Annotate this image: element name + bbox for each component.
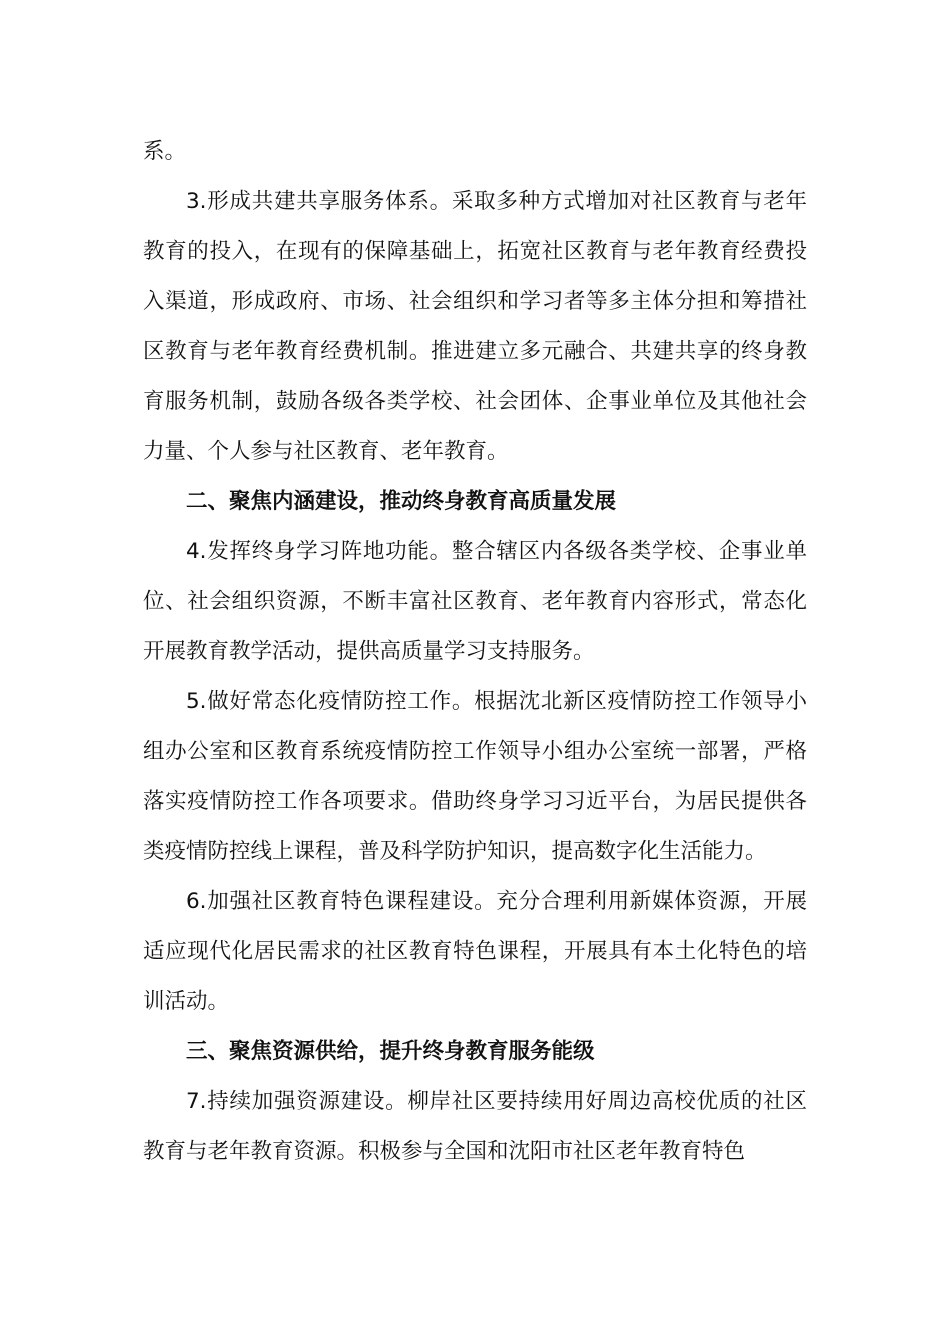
paragraph-item-6: 6.加强社区教育特色课程建设。充分合理利用新媒体资源，开展适应现代化居民需求的社区教育特色课程，开展具有本土化特色的培训活动。 xyxy=(143,889,807,1014)
document-body xyxy=(143,127,807,1177)
paragraph-item-4: 4.发挥终身学习阵地功能。整合辖区内各级各类学校、企事业单位、社会组织资源，不断丰富社区教育、老年教育内容形式，常态化开展教育教学活动，提供高质量学习支持服务。 xyxy=(143,539,807,664)
paragraph-item-5: 5.做好常态化疫情防控工作。根据沈北新区疫情防控工作领导小组办公室和区教育系统疫情防控工作领导小组办公室统一部署，严格落实疫情防控工作各项要求。借助终身学习习近平台，为居民提供各类疫情防控线上课程，普及科学防护知识，提高数字化生活能力。 xyxy=(143,689,807,864)
paragraph-continuation: 系。 xyxy=(143,139,187,164)
paragraph-item-7: 7.持续加强资源建设。柳岸社区要持续用好周边高校优质的社区教育与老年教育资源。积极参与全国和沈阳市社区老年教育特色 xyxy=(143,1089,807,1164)
paragraph-item-3: 3.形成共建共享服务体系。采取多种方式增加对社区教育与老年教育的投入，在现有的保障基础上，拓宽社区教育与老年教育经费投入渠道，形成政府、市场、社会组织和学习者等多主体分担和筹措社区教育与老年教育经费机制。推进建立多元融合、共建共享的终身教育服务机制，鼓励各级各类学校、社会团体、企事业单位及其他社会力量、个人参与社区教育、老年教育。 xyxy=(143,189,807,464)
section-heading-3: 三、聚焦资源供给，提升终身教育服务能级 xyxy=(186,1039,595,1064)
section-heading-2: 二、聚焦内涵建设，推动终身教育高质量发展 xyxy=(186,489,617,514)
